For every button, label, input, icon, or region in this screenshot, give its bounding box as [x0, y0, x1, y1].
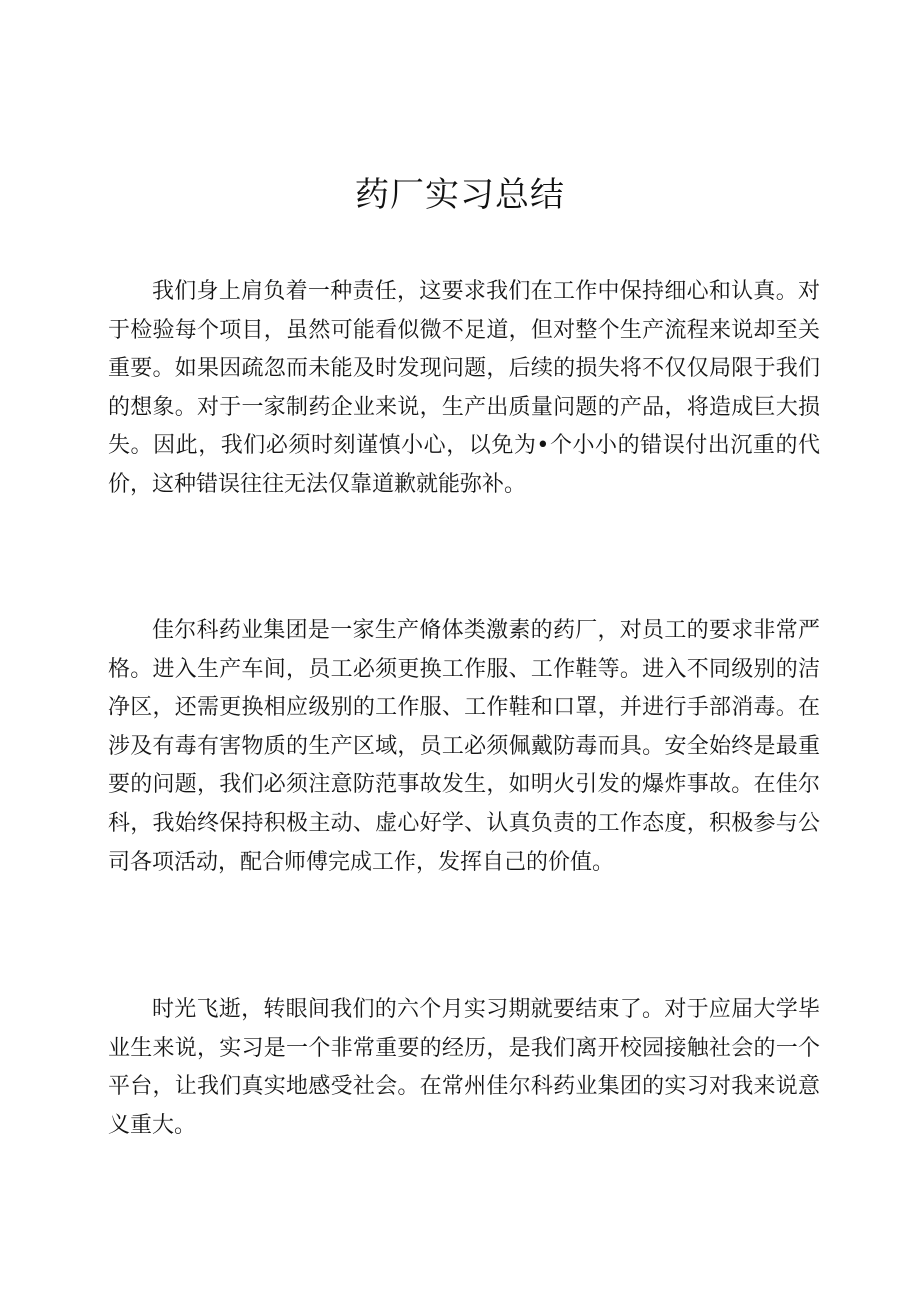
paragraph-company-rules: 佳尔科药业集团是一家生产脩体类激素的药厂，对员工的要求非常严格。进入生产车间，员工必须更换工作服、工作鞋等。进入不同级别的洁净区，还需更换相应级别的工作服、工作鞋和口罩，并进行手部消毒。在涉及有毒有害物质的生产区域，员工必须佩戴防毒而具。安全始终是最重要的问题，我们必须注意防范事故发生，如明火引发的爆炸事故。在佳尔科，我始终保持积极主动、虚心好学、认真负责的工作态度，积极参与公司各项活动，配合师傅完成工作，发挥自己的价值。 — [108, 618, 820, 875]
document-title: 药厂实习总结 — [355, 175, 565, 215]
paragraph-internship-end: 时光飞逝，转眼间我们的六个月实习期就要结束了。对于应届大学毕业生来说，实习是一个非常重要的经历，是我们离开校园接触社会的一个平台，让我们真实地感受社会。在常州佳尔科药业集团的实习对我来说意义重大。 — [108, 997, 820, 1138]
paragraph-responsibility: 我们身上肩负着一种责任，这要求我们在工作中保持细心和认真。对于检验每个项目，虽然可能看似微不足道，但对整个生产流程来说却至关重要。如果因疏忽而未能及时发现问题，后续的损失将不仅仅局限于我们的想象。对于一家制药企业来说，生产出质量问题的产品，将造成巨大损失。因此，我们必须时刻谨慎小心，以免为•个小小的错误付出沉重的代价，这种错误往往无法仅靠道歉就能弥补。 — [108, 279, 820, 497]
